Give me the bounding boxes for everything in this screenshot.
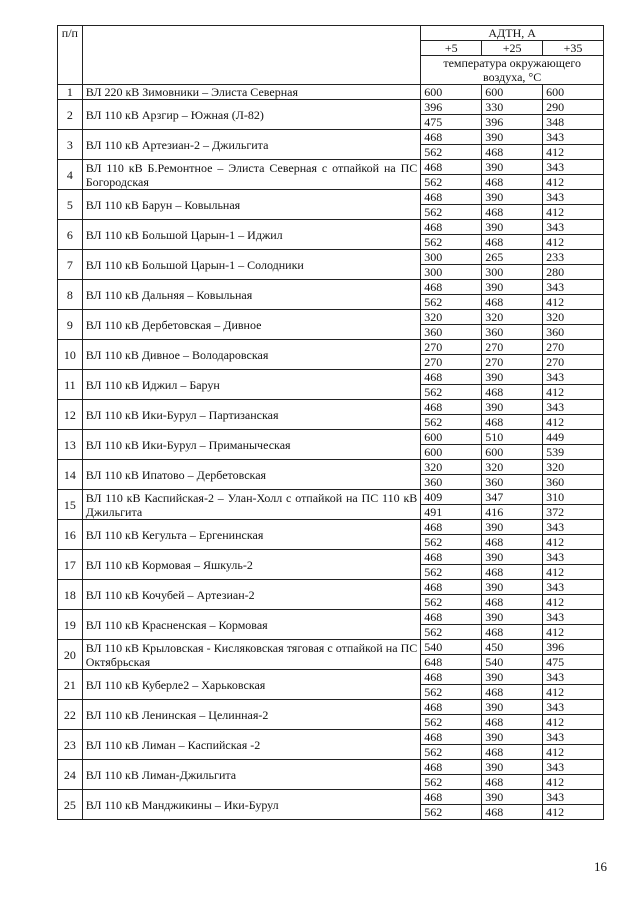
line-name: ВЛ 110 кВ Крыловская - Кисляковская тяговая с отпайкой на ПС Октябрьская xyxy=(82,640,421,670)
table-row xyxy=(58,430,604,445)
current-value: 468 xyxy=(482,805,543,820)
table-row xyxy=(58,640,604,655)
current-value: 412 xyxy=(543,385,604,400)
current-value: 343 xyxy=(543,190,604,205)
row-number: 25 xyxy=(58,790,83,820)
current-value: 390 xyxy=(482,370,543,385)
current-value: 468 xyxy=(482,745,543,760)
row-number: 13 xyxy=(58,430,83,460)
temp-label: температура окружающего воздуха, °С xyxy=(421,56,604,85)
current-value: 562 xyxy=(421,625,482,640)
table-row xyxy=(58,460,604,475)
table-row xyxy=(58,400,604,415)
current-value: 343 xyxy=(543,280,604,295)
page-number: 16 xyxy=(594,859,607,874)
row-number: 18 xyxy=(58,580,83,610)
table-row xyxy=(58,190,604,205)
line-capacity-table xyxy=(57,25,604,820)
line-name: ВЛ 110 кВ Лиман – Каспийская -2 xyxy=(82,730,421,760)
row-number: 23 xyxy=(58,730,83,760)
temp-header: +35 xyxy=(543,41,604,56)
line-name: ВЛ 220 кВ Зимовники – Элиста Северная xyxy=(82,85,421,100)
current-value: 390 xyxy=(482,670,543,685)
line-name: ВЛ 110 кВ Дивное – Володаровская xyxy=(82,340,421,370)
current-value: 468 xyxy=(482,385,543,400)
current-value: 343 xyxy=(543,220,604,235)
current-value: 412 xyxy=(543,145,604,160)
line-name: ВЛ 110 кВ Ипатово – Дербетовская xyxy=(82,460,421,490)
row-number: 5 xyxy=(58,190,83,220)
current-value: 562 xyxy=(421,205,482,220)
current-value: 300 xyxy=(421,250,482,265)
current-value: 540 xyxy=(421,640,482,655)
current-value: 468 xyxy=(421,700,482,715)
current-value: 468 xyxy=(421,160,482,175)
current-value: 360 xyxy=(543,475,604,490)
current-value: 343 xyxy=(543,160,604,175)
current-value: 270 xyxy=(482,355,543,370)
line-name: ВЛ 110 кВ Ики-Бурул – Партизанская xyxy=(82,400,421,430)
current-value: 396 xyxy=(543,640,604,655)
current-value: 412 xyxy=(543,175,604,190)
row-number: 2 xyxy=(58,100,83,130)
current-value: 468 xyxy=(421,610,482,625)
line-name: ВЛ 110 кВ Лиман-Джильгита xyxy=(82,760,421,790)
current-value: 300 xyxy=(421,265,482,280)
table-row xyxy=(58,85,604,100)
row-number: 22 xyxy=(58,700,83,730)
table-row xyxy=(58,370,604,385)
current-value: 468 xyxy=(482,685,543,700)
current-value: 475 xyxy=(421,115,482,130)
current-value: 412 xyxy=(543,805,604,820)
current-value: 562 xyxy=(421,595,482,610)
table-row xyxy=(58,490,604,505)
current-value: 562 xyxy=(421,145,482,160)
current-value: 360 xyxy=(482,325,543,340)
current-value: 562 xyxy=(421,295,482,310)
current-value: 330 xyxy=(482,100,543,115)
current-value: 468 xyxy=(421,580,482,595)
row-number: 15 xyxy=(58,490,83,520)
line-name: ВЛ 110 кВ Красненская – Кормовая xyxy=(82,610,421,640)
table-row xyxy=(58,760,604,775)
current-value: 390 xyxy=(482,130,543,145)
current-value: 343 xyxy=(543,670,604,685)
current-value: 412 xyxy=(543,565,604,580)
current-value: 320 xyxy=(482,310,543,325)
current-value: 562 xyxy=(421,415,482,430)
line-name: ВЛ 110 кВ Кормовая – Яшкуль-2 xyxy=(82,550,421,580)
line-name: ВЛ 110 кВ Б.Ремонтное – Элиста Северная с отпайкой на ПС Богородская xyxy=(82,160,421,190)
current-value: 396 xyxy=(421,100,482,115)
line-name: ВЛ 110 кВ Дальняя – Ковыльная xyxy=(82,280,421,310)
current-value: 343 xyxy=(543,130,604,145)
current-value: 320 xyxy=(421,460,482,475)
current-value: 468 xyxy=(482,625,543,640)
current-value: 390 xyxy=(482,580,543,595)
current-value: 468 xyxy=(421,130,482,145)
current-value: 412 xyxy=(543,715,604,730)
current-value: 270 xyxy=(543,340,604,355)
current-value: 390 xyxy=(482,700,543,715)
current-value: 290 xyxy=(543,100,604,115)
current-value: 468 xyxy=(482,565,543,580)
row-number: 9 xyxy=(58,310,83,340)
current-value: 270 xyxy=(421,355,482,370)
current-value: 412 xyxy=(543,625,604,640)
current-value: 468 xyxy=(421,400,482,415)
row-number: 6 xyxy=(58,220,83,250)
row-number: 8 xyxy=(58,280,83,310)
current-value: 343 xyxy=(543,610,604,625)
current-value: 412 xyxy=(543,235,604,250)
name-header xyxy=(82,26,421,85)
current-value: 343 xyxy=(543,520,604,535)
row-number: 16 xyxy=(58,520,83,550)
line-name: ВЛ 110 кВ Артезиан-2 – Джильгита xyxy=(82,130,421,160)
current-value: 468 xyxy=(482,175,543,190)
table-row xyxy=(58,130,604,145)
line-name: ВЛ 110 кВ Иджил – Барун xyxy=(82,370,421,400)
current-value: 280 xyxy=(543,265,604,280)
current-value: 270 xyxy=(421,340,482,355)
num-header: п/п xyxy=(58,26,83,85)
current-value: 562 xyxy=(421,715,482,730)
current-value: 360 xyxy=(543,325,604,340)
current-value: 409 xyxy=(421,490,482,505)
current-value: 343 xyxy=(543,760,604,775)
current-value: 468 xyxy=(421,190,482,205)
current-value: 343 xyxy=(543,370,604,385)
current-value: 390 xyxy=(482,400,543,415)
current-value: 348 xyxy=(543,115,604,130)
current-value: 300 xyxy=(482,265,543,280)
current-value: 412 xyxy=(543,535,604,550)
current-value: 390 xyxy=(482,610,543,625)
table-row xyxy=(58,310,604,325)
table-row xyxy=(58,550,604,565)
table-row xyxy=(58,700,604,715)
current-value: 412 xyxy=(543,415,604,430)
current-value: 562 xyxy=(421,235,482,250)
current-value: 468 xyxy=(482,145,543,160)
table-row xyxy=(58,670,604,685)
row-number: 12 xyxy=(58,400,83,430)
row-number: 19 xyxy=(58,610,83,640)
table-row xyxy=(58,730,604,745)
temp-header: +25 xyxy=(482,41,543,56)
group-header: АДТН, А xyxy=(421,26,604,41)
current-value: 491 xyxy=(421,505,482,520)
current-value: 265 xyxy=(482,250,543,265)
current-value: 468 xyxy=(421,730,482,745)
table-row xyxy=(58,160,604,175)
current-value: 468 xyxy=(482,205,543,220)
current-value: 412 xyxy=(543,685,604,700)
current-value: 468 xyxy=(482,235,543,250)
table-row xyxy=(58,250,604,265)
current-value: 540 xyxy=(482,655,543,670)
table-row xyxy=(58,610,604,625)
current-value: 468 xyxy=(421,520,482,535)
current-value: 449 xyxy=(543,430,604,445)
line-name: ВЛ 110 кВ Барун – Ковыльная xyxy=(82,190,421,220)
current-value: 468 xyxy=(421,760,482,775)
current-value: 310 xyxy=(543,490,604,505)
line-name: ВЛ 110 кВ Ики-Бурул – Приманыческая xyxy=(82,430,421,460)
current-value: 343 xyxy=(543,400,604,415)
current-value: 320 xyxy=(421,310,482,325)
row-number: 1 xyxy=(58,85,83,100)
row-number: 7 xyxy=(58,250,83,280)
current-value: 390 xyxy=(482,550,543,565)
line-name: ВЛ 110 кВ Арзгир – Южная (Л-82) xyxy=(82,100,421,130)
current-value: 390 xyxy=(482,520,543,535)
current-value: 600 xyxy=(482,85,543,100)
current-value: 360 xyxy=(421,325,482,340)
current-value: 343 xyxy=(543,550,604,565)
current-value: 412 xyxy=(543,775,604,790)
current-value: 600 xyxy=(421,445,482,460)
current-value: 562 xyxy=(421,175,482,190)
row-number: 4 xyxy=(58,160,83,190)
current-value: 468 xyxy=(421,220,482,235)
current-value: 600 xyxy=(482,445,543,460)
current-value: 450 xyxy=(482,640,543,655)
row-number: 20 xyxy=(58,640,83,670)
table-row xyxy=(58,520,604,535)
current-value: 270 xyxy=(482,340,543,355)
current-value: 412 xyxy=(543,595,604,610)
table-row xyxy=(58,280,604,295)
current-value: 468 xyxy=(421,370,482,385)
line-name: ВЛ 110 кВ Манджикины – Ики-Бурул xyxy=(82,790,421,820)
line-name: ВЛ 110 кВ Ленинская – Целинная-2 xyxy=(82,700,421,730)
current-value: 412 xyxy=(543,205,604,220)
current-value: 648 xyxy=(421,655,482,670)
line-name: ВЛ 110 кВ Каспийская-2 – Улан-Холл с отпайкой на ПС 110 кВ Джильгита xyxy=(82,490,421,520)
current-value: 562 xyxy=(421,775,482,790)
current-value: 320 xyxy=(543,310,604,325)
header-row xyxy=(58,26,604,41)
current-value: 468 xyxy=(482,535,543,550)
current-value: 562 xyxy=(421,685,482,700)
current-value: 347 xyxy=(482,490,543,505)
current-value: 562 xyxy=(421,745,482,760)
row-number: 17 xyxy=(58,550,83,580)
current-value: 390 xyxy=(482,790,543,805)
current-value: 468 xyxy=(482,715,543,730)
current-value: 320 xyxy=(543,460,604,475)
current-value: 416 xyxy=(482,505,543,520)
line-name: ВЛ 110 кВ Куберле2 – Харьковская xyxy=(82,670,421,700)
row-number: 24 xyxy=(58,760,83,790)
current-value: 539 xyxy=(543,445,604,460)
current-value: 343 xyxy=(543,580,604,595)
current-value: 600 xyxy=(421,430,482,445)
current-value: 468 xyxy=(482,775,543,790)
current-value: 562 xyxy=(421,385,482,400)
current-value: 562 xyxy=(421,535,482,550)
row-number: 14 xyxy=(58,460,83,490)
table-row xyxy=(58,220,604,235)
table-row xyxy=(58,340,604,355)
current-value: 600 xyxy=(543,85,604,100)
line-name: ВЛ 110 кВ Большой Царын-1 – Иджил xyxy=(82,220,421,250)
line-name: ВЛ 110 кВ Кегульта – Ергенинская xyxy=(82,520,421,550)
table-row xyxy=(58,580,604,595)
current-value: 360 xyxy=(482,475,543,490)
current-value: 390 xyxy=(482,760,543,775)
current-value: 468 xyxy=(482,295,543,310)
current-value: 468 xyxy=(421,670,482,685)
current-value: 412 xyxy=(543,745,604,760)
current-value: 343 xyxy=(543,700,604,715)
row-number: 11 xyxy=(58,370,83,400)
current-value: 343 xyxy=(543,730,604,745)
current-value: 562 xyxy=(421,805,482,820)
current-value: 360 xyxy=(421,475,482,490)
row-number: 21 xyxy=(58,670,83,700)
current-value: 396 xyxy=(482,115,543,130)
current-value: 390 xyxy=(482,190,543,205)
current-value: 233 xyxy=(543,250,604,265)
current-value: 562 xyxy=(421,565,482,580)
current-value: 468 xyxy=(421,550,482,565)
current-value: 372 xyxy=(543,505,604,520)
row-number: 10 xyxy=(58,340,83,370)
current-value: 468 xyxy=(421,280,482,295)
table-row xyxy=(58,100,604,115)
current-value: 343 xyxy=(543,790,604,805)
current-value: 390 xyxy=(482,730,543,745)
table-row xyxy=(58,790,604,805)
current-value: 510 xyxy=(482,430,543,445)
current-value: 468 xyxy=(482,595,543,610)
line-name: ВЛ 110 кВ Дербетовская – Дивное xyxy=(82,310,421,340)
temp-header: +5 xyxy=(421,41,482,56)
line-name: ВЛ 110 кВ Большой Царын-1 – Солодники xyxy=(82,250,421,280)
current-value: 475 xyxy=(543,655,604,670)
current-value: 270 xyxy=(543,355,604,370)
current-value: 390 xyxy=(482,280,543,295)
current-value: 390 xyxy=(482,220,543,235)
current-value: 390 xyxy=(482,160,543,175)
current-value: 320 xyxy=(482,460,543,475)
current-value: 468 xyxy=(421,790,482,805)
current-value: 412 xyxy=(543,295,604,310)
current-value: 600 xyxy=(421,85,482,100)
row-number: 3 xyxy=(58,130,83,160)
current-value: 468 xyxy=(482,415,543,430)
line-name: ВЛ 110 кВ Кочубей – Артезиан-2 xyxy=(82,580,421,610)
